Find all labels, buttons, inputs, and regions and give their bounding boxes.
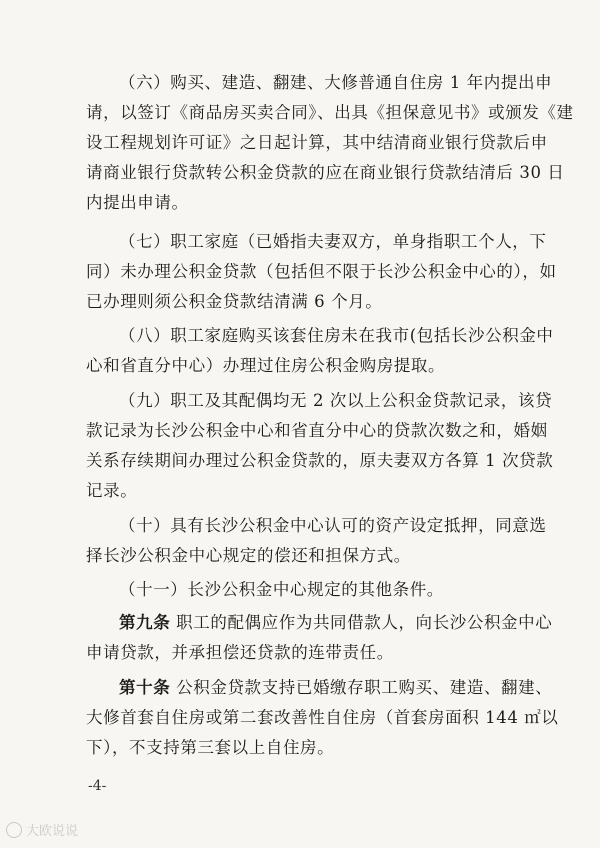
text-line: 职工的配偶应作为共同借款人，向长沙公积金中心 — [170, 613, 553, 632]
article-10 — [86, 673, 559, 763]
text-line: 公积金贷款支持已婚缴存职工购买、建造、翻建、 — [170, 678, 553, 697]
text-line: （七）职工家庭（已婚指夫妻双方，单身指职工个人，下 — [119, 232, 547, 251]
text-line: （十）具有长沙公积金中心认可的资产设定抵押，同意选 — [119, 516, 547, 535]
paragraph-11 — [86, 575, 516, 605]
text-line: （八）职工家庭购买该套住房未在我市(包括长沙公积金中 — [119, 326, 554, 345]
article-9 — [86, 608, 553, 668]
text-line: 心和省直分中心）办理过住房公积金购房提取。 — [86, 356, 446, 375]
text-line: 记录。 — [86, 481, 138, 500]
text-line: 关系存续期间办理过公积金贷款的，原夫妻双方各算 1 次贷款 — [86, 451, 554, 470]
article-heading: 第十条 — [119, 678, 171, 697]
text-line: 内提出申请。 — [86, 193, 189, 212]
paragraph-8 — [86, 321, 554, 381]
text-line: 设工程规划许可证》之日起计算，其中结清商业银行贷款后申 — [86, 133, 548, 152]
text-line: 款记录为长沙公积金中心和省直分中心的贷款次数之和，婚姻 — [86, 421, 548, 440]
watermark — [6, 820, 78, 839]
text-line: 已办理则须公积金贷款结清满 6 个月。 — [86, 292, 383, 311]
text-line: （六）购买、建造、翻建、大修普通自住房 1 年内提出申 — [119, 73, 553, 92]
page-number: -4- — [88, 778, 107, 794]
text-line: 同）未办理公积金贷款（包括但不限于长沙公积金中心的），如 — [86, 262, 557, 281]
article-heading: 第九条 — [119, 613, 171, 632]
watermark-text: 大欧说说 — [26, 824, 79, 839]
paragraph-9 — [86, 386, 554, 506]
paragraph-10 — [86, 511, 547, 571]
paragraph-7 — [86, 227, 557, 317]
text-line: 申请贷款，并承担偿还贷款的连带责任。 — [86, 643, 394, 662]
text-line: （十一）长沙公积金中心规定的其他条件。 — [119, 580, 444, 599]
text-line: 大修首套自住房或第二套改善性自住房（首套房面积 144 ㎡以 — [86, 708, 559, 727]
paragraph-6 — [86, 68, 574, 218]
text-line: 择长沙公积金中心规定的偿还和担保方式。 — [86, 546, 411, 565]
text-line: （九）职工及其配偶均无 2 次以上公积金贷款记录，该贷 — [119, 391, 553, 410]
text-line: 请商业银行贷款转公积金贷款的应在商业银行贷款结清后 30 日 — [86, 163, 565, 182]
text-line: 请，以签订《商品房买卖合同》、出具《担保意见书》或颁发《建 — [86, 103, 574, 122]
watermark-logo-icon — [6, 822, 22, 838]
text-line: 下），不支持第三套以上自住房。 — [86, 738, 335, 757]
